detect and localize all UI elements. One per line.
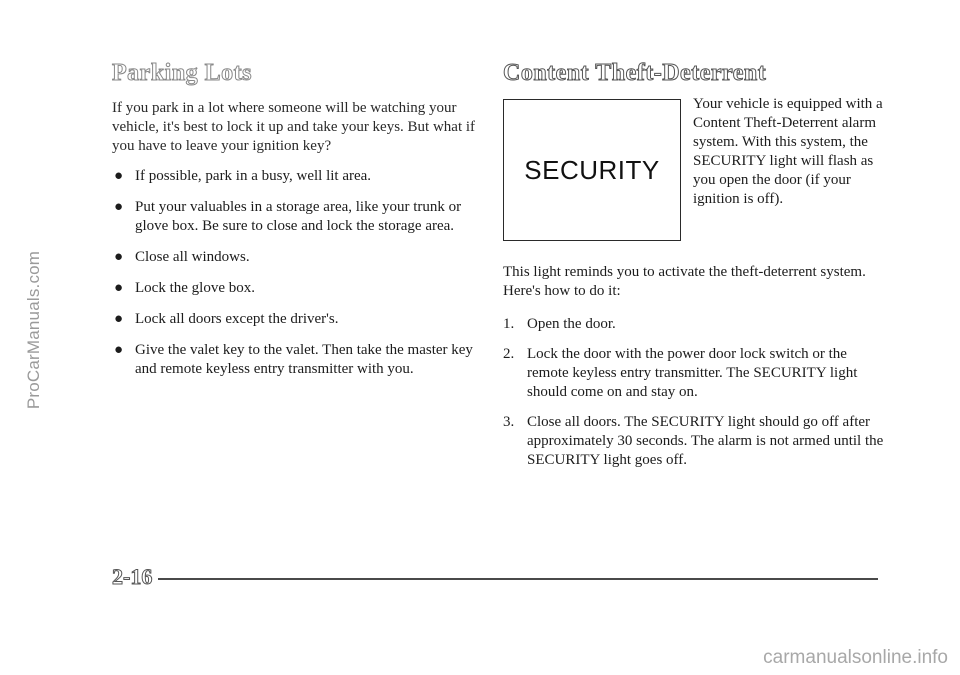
list-item xyxy=(503,413,885,470)
list-item xyxy=(503,345,885,402)
parking-lots-intro: If you park in a lot where someone will be watching your vehicle, it's best to lock it up and take your keys. But what if you have to leave your ignition key? xyxy=(112,100,476,154)
list-item: ● Give the valet key to the valet. Then take the master key and remote keyless entry transmitter with you. xyxy=(114,342,473,377)
bullet-icon: ● xyxy=(114,168,124,184)
step-text: Close all doors. The SECURITY light should go off after approximately 30 seconds. The alarm is not armed until the SECURITY light goes off. xyxy=(527,414,884,468)
footer-rule xyxy=(158,578,878,580)
page-footer xyxy=(112,564,878,590)
activation-intro: This light reminds you to activate the theft-deterrent system. Here's how to do it: xyxy=(503,264,866,299)
step-number: 3. xyxy=(503,414,515,430)
list-item xyxy=(503,315,885,334)
list-item: ● Lock all doors except the driver's. xyxy=(114,311,339,327)
bullet-icon: ● xyxy=(114,249,124,265)
list-item: ● Close all windows. xyxy=(114,249,250,265)
activation-steps xyxy=(503,315,885,470)
step-number: 1. xyxy=(503,316,515,332)
bullet-icon: ● xyxy=(114,342,124,358)
list-item: ● Put your valuables in a storage area, like your trunk or glove box. Be sure to close and lock the storage area. xyxy=(114,199,462,234)
step-number: 2. xyxy=(503,346,515,362)
side-watermark xyxy=(20,120,48,540)
step-text: Lock the door with the power door lock switch or the remote keyless entry transmitter. The SECURITY light should come on and stay on. xyxy=(527,346,858,400)
security-indicator-illustration xyxy=(503,99,681,241)
step-text: Open the door. xyxy=(527,316,616,332)
parking-tips-list xyxy=(112,167,484,379)
bullet-icon: ● xyxy=(114,280,124,296)
theft-deterrent-heading: Content Theft-Deterrent xyxy=(503,60,767,86)
side-watermark-text: ProCarManuals.com xyxy=(24,250,43,410)
parking-lots-heading: Parking Lots xyxy=(112,60,253,86)
security-indicator-label: SECURITY xyxy=(524,154,660,185)
list-item: ● If possible, park in a busy, well lit area. xyxy=(114,168,372,184)
theft-deterrent-section xyxy=(503,60,885,481)
bottom-watermark: carmanualsonline.info xyxy=(763,647,948,668)
security-description: Your vehicle is equipped with a Content Theft-Deterrent alarm system. With this system, the SECURITY light will flash as you open the door (if your ignition is off). xyxy=(693,96,883,207)
page-number: 2-16 xyxy=(112,564,153,589)
security-light-row xyxy=(503,96,885,241)
bullet-icon: ● xyxy=(114,199,124,215)
parking-lots-section xyxy=(112,60,484,391)
list-item: ● Lock the glove box. xyxy=(114,280,255,296)
bullet-icon: ● xyxy=(114,311,124,327)
